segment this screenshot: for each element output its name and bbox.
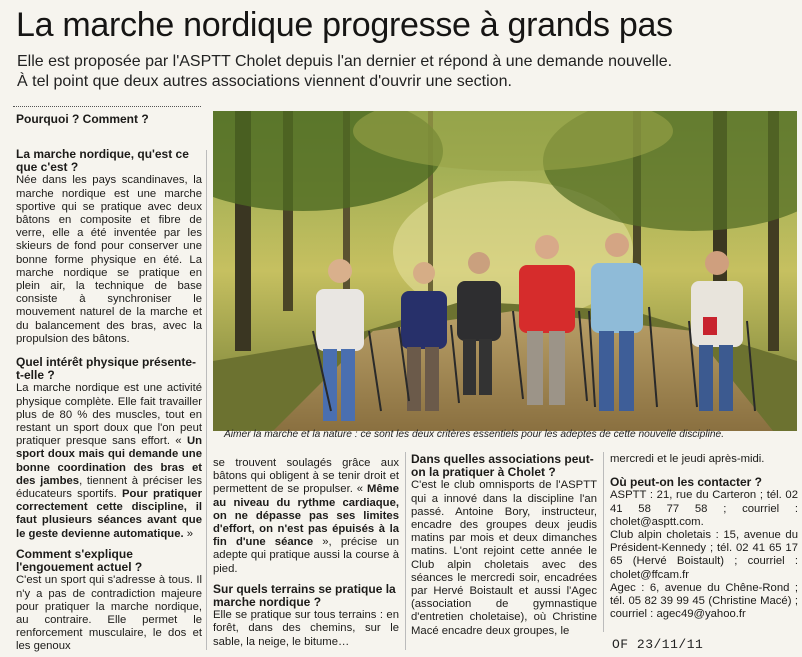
contact-club-alpin: Club alpin choletais : 15, avenue du Président-Kennedy ; tél. 02 41 65 17 65 (Hervé Boistault) ; courriel : cholet@ffcam.fr [610, 529, 798, 581]
quote-bold: Un sport doux mais qui demande une bonne coordination des bras et des jambes [16, 435, 202, 487]
column-divider [206, 150, 207, 650]
rubric-rule [13, 106, 201, 108]
headline: La marche nordique progresse à grands pas [16, 6, 673, 44]
answer-paragraph-6: C'est le club omnisports de l'ASPTT qui a innové dans la discipline l'an passé. Antoine Bory, instructeur, encadre des groupes deux jeudis matins par mois et deux dimanches matins. L'ont rejoint cette année le Club alpin choletais avec des séances le mercredi soir, encadrées par Hervé Boistault et aussi l'Agec (association de gymnastique d'entretien choletaise), où Christine Macé encadre deux groupes, le [411, 479, 597, 637]
column-divider [603, 452, 604, 632]
photo-caption: Aimer la marche et la nature : ce sont les deux critères essentiels pour les adeptes de cette nouvelle discipline. [224, 429, 725, 440]
answer-paragraph-5: Elle se pratique sur tous terrains : en forêt, dans des chemins, sur le sable, la neige, le bitume… [213, 609, 399, 648]
answer-text: La marche nordique est une activité physique complète. Elle fait travailler plus de 80 % des muscles, tout en restant un sport doux que l'on peut pratiquer presque sans effort. « [16, 382, 202, 448]
answer-paragraph-1: Née dans les pays scandinaves, la marche nordique est une marche sportive qui se pratique avec deux bâtons en composite et fibre de verre, elle a été inventée par les skieurs de fond pour conserver une bonne forme physique en été. La marche nordique se pratique en plein air, la technique de base consiste à synchroniser le mouvement naturel de la marche et du balancement des bras, avec la propulsion des bâtons. [16, 174, 202, 345]
answer-text: se trouvent soulagés grâce aux bâtons qui obligent à se tenir droit et permettent de se propulser. « [213, 457, 399, 496]
question-heading-5: Dans quelles associations peut-on la pratiquer à Cholet ? [411, 452, 594, 480]
intro-line-1: Elle est proposée par l'ASPTT Cholet depuis l'an dernier et répond à une demande nouvelle. [17, 53, 673, 70]
quote-bold: Même au niveau du rythme cardiaque, on ne dépasse pas ses limites d'effort, on n'est pas épuisés à la fin d'une séance [213, 483, 399, 549]
question-heading-6: Où peut-on les contacter ? [610, 475, 763, 490]
hikers-photo [213, 111, 797, 431]
answer-paragraph-2 [16, 382, 202, 540]
date-stamp: OF 23/11/11 [612, 637, 704, 652]
answer-paragraph-3: C'est un sport qui s'adresse à tous. Il n'y a pas de contradiction majeure pour pratiquer la marche nordique, au contraire. Elle permet le renforcement musculaire, le dos et les genoux [16, 574, 202, 653]
question-heading-1: La marche nordique, qu'est ce que c'est ? [16, 147, 189, 175]
column-2 [213, 457, 399, 649]
column-3 [411, 453, 597, 638]
quote-bold: Pour pratiquer correctement cette discipline, il faut plusieurs séances avant que le geste devienne automatique. [16, 488, 202, 540]
answer-text: », précise un adepte qui pratique aussi la course à pied. [213, 536, 399, 575]
column-4 [610, 453, 798, 621]
rubric-label: Pourquoi ? Comment ? [16, 112, 149, 126]
contact-asptt: ASPTT : 21, rue du Carteron ; tél. 02 41 58 77 58 ; courriel : cholet@asptt.com. [610, 489, 798, 528]
column-1 [16, 148, 202, 654]
question-heading-2: Quel intérêt physique présente-t-elle ? [16, 355, 197, 383]
quote-close: » [183, 527, 194, 540]
answer-text: , tiennent à préciser les éducateurs sportifs. [16, 474, 202, 501]
intro-paragraph [17, 52, 717, 92]
answer-paragraph-4 [213, 457, 399, 576]
column-divider [405, 452, 406, 650]
intro-line-2: À tel point que deux autres associations viennent d'ouvrir une section. [17, 73, 512, 90]
answer-paragraph-7: mercredi et le jeudi après-midi. [610, 453, 765, 465]
question-heading-4: Sur quels terrains se pratique la marche nordique ? [213, 581, 396, 610]
question-heading-3: Comment s'explique l'engouement actuel ? [16, 546, 143, 575]
contact-agec: Agec : 6, avenue du Chêne-Rond ; tél. 05 82 39 99 45 (Christine Macé) ; courriel : agec49@yahoo.fr [610, 581, 798, 621]
